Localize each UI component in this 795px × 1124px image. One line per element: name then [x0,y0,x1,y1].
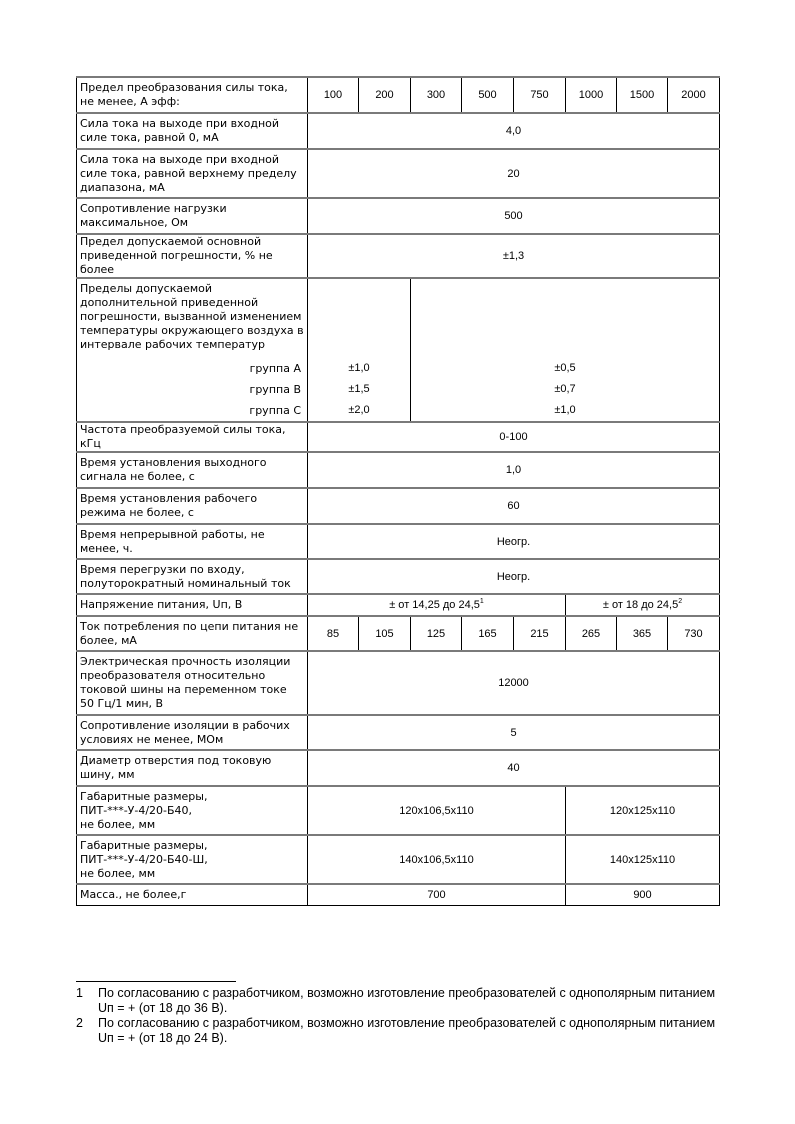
row-value: 4,0 [308,113,720,149]
dimensions-low: 140х106,5х110 [308,835,566,884]
temperature-error-high-range [411,278,720,422]
range-value: 2000 [668,77,720,113]
row-value: 1,0 [308,452,720,488]
footnote-ref-1[interactable]: 1 [479,598,484,605]
footnotes [76,986,726,1046]
group-b-low: ±1,5 [348,383,370,395]
range-value: 1500 [617,77,668,113]
row-label: Электрическая прочность изоляции преобразователя относительно токовой шины на переменном токе 50 Гц/1 мин, В [77,651,308,715]
row-dimensions-b40sh [77,835,720,884]
row-label: Диаметр отверстия под токовую шину, мм [77,750,308,786]
row-value: 20 [308,149,720,198]
supply-voltage-high-value: ± от 18 до 24,5 [602,599,679,611]
specifications-table [76,76,720,906]
range-value: 1000 [566,77,617,113]
footnote-text: По согласованию с разработчиком, возможно изготовление преобразователей с однополярным питанием Uп = + (от 18 до 24 В). [98,1016,716,1045]
row-label: Сила тока на выходе при входной силе тока, равной верхнему пределу диапазона, мА [77,149,308,198]
group-a-high: ±0,5 [554,362,576,374]
dimensions-high: 140х125х110 [566,835,720,884]
range-value: 200 [359,77,411,113]
row-label: Пределы допускаемой дополнительной приведенной погрешности, вызванной изменением температуры окружающего воздуха в интервале рабочих температур [80,282,304,351]
footnote-separator [76,981,236,982]
current-value: 365 [617,616,668,651]
group-b-label: группа В [249,383,301,396]
group-b-high: ±0,7 [554,383,576,395]
row-bus-diameter [77,750,720,786]
row-overload [77,559,720,594]
row-value: 500 [308,198,720,234]
current-value: 105 [359,616,411,651]
row-label: Предел допускаемой основной приведенной погрешности, % не более [77,234,308,278]
temperature-error-low-range [308,278,411,422]
row-label [77,786,308,835]
footnote-1 [76,986,726,1016]
row-value: 0-100 [308,422,720,452]
row-settle-output [77,452,720,488]
row-base-error [77,234,720,278]
footnote-ref-2[interactable]: 2 [678,598,683,605]
range-value: 300 [411,77,462,113]
current-value: 265 [566,616,617,651]
row-mass [77,884,720,905]
supply-voltage-low [308,594,566,616]
row-output-upper [77,149,720,198]
temperature-error-label-cell [77,278,308,422]
range-value: 500 [462,77,514,113]
current-value: 730 [668,616,720,651]
row-label: Сопротивление нагрузки максимальное, Ом [77,198,308,234]
group-c-low: ±2,0 [348,404,370,416]
row-value: Неогр. [308,559,720,594]
label-line: Габаритные размеры, [80,838,208,852]
footnote-number: 2 [76,1016,83,1030]
mass-high: 900 [566,884,720,905]
row-label: Масса., не более,г [77,884,308,905]
row-label: Предел преобразования силы тока, не менее, А эфф: [77,77,308,113]
row-label [77,835,308,884]
supply-voltage-high [566,594,720,616]
row-value: ±1,3 [308,234,720,278]
mass-low: 700 [308,884,566,905]
row-insulation-resistance [77,715,720,750]
current-value: 215 [514,616,566,651]
range-value: 100 [308,77,359,113]
supply-voltage-low-value: ± от 14,25 до 24,5 [389,599,480,611]
row-output-zero [77,113,720,149]
current-value: 165 [462,616,514,651]
row-label: Сила тока на выходе при входной силе тока, равной 0, мА [77,113,308,149]
row-conversion-range [77,77,720,113]
row-label: Время установления рабочего режима не более, с [77,488,308,524]
row-value: Неогр. [308,524,720,559]
row-label: Напряжение питания, Uп, В [77,594,308,616]
row-dimensions-b40 [77,786,720,835]
row-load-resistance [77,198,720,234]
row-value: 60 [308,488,720,524]
range-value: 750 [514,77,566,113]
row-label: Ток потребления по цепи питания не более, мА [77,616,308,651]
label-line: ПИТ-***-У-4/20-Б40-Ш, [80,852,208,866]
current-value: 85 [308,616,359,651]
footnote-text: По согласованию с разработчиком, возможно изготовление преобразователей с однополярным питанием Uп = + (от 18 до 36 В). [98,986,716,1015]
row-insulation-strength [77,651,720,715]
label-line: Габаритные размеры, [80,789,208,803]
current-value: 125 [411,616,462,651]
group-c-high: ±1,0 [554,404,576,416]
row-value: 5 [308,715,720,750]
dimensions-high: 120х125х110 [566,786,720,835]
row-frequency [77,422,720,452]
row-value: 40 [308,750,720,786]
label-line: не более, мм [80,817,156,831]
label-line: ПИТ-***-У-4/20-Б40, [80,803,193,817]
row-label: Частота преобразуемой силы тока, кГц [77,422,308,452]
group-c-label: группа С [249,404,301,417]
group-a-label: группа А [249,362,301,375]
row-value: 12000 [308,651,720,715]
row-continuous-operation [77,524,720,559]
row-settle-mode [77,488,720,524]
dimensions-low: 120х106,5х110 [308,786,566,835]
row-supply-voltage [77,594,720,616]
group-a-low: ±1,0 [348,362,370,374]
label-line: не более, мм [80,866,156,880]
row-temperature-error [77,278,720,422]
row-label: Сопротивление изоляции в рабочих условиях не менее, МОм [77,715,308,750]
row-supply-current [77,616,720,651]
row-label: Время непрерывной работы, не менее, ч. [77,524,308,559]
row-label: Время перегрузки по входу, полуторократный номинальный ток [77,559,308,594]
row-label: Время установления выходного сигнала не более, с [77,452,308,488]
footnote-2 [76,1016,726,1046]
footnote-number: 1 [76,986,83,1000]
